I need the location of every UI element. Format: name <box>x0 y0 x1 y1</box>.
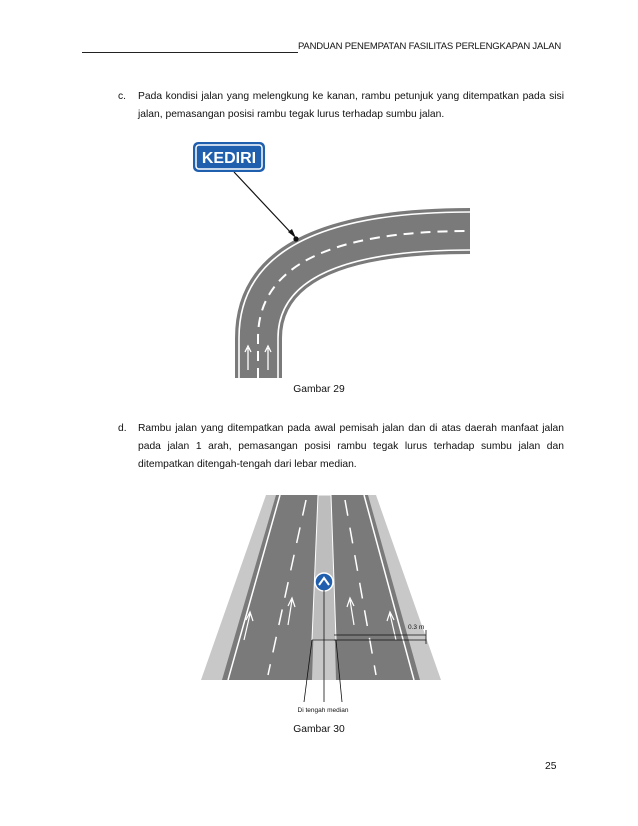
list-marker: c. <box>118 91 127 102</box>
median-label: Di tengah median <box>297 707 349 714</box>
keep-direction-sign <box>315 573 333 591</box>
list-item-text: Pada kondisi jalan yang melengkung ke kanan, rambu petunjuk yang ditempatkan pada sisi jalan, pemasangan posisi rambu tegak lurus terhadap sumbu jalan. <box>138 91 564 120</box>
list-marker: d. <box>118 423 127 434</box>
header-rule <box>82 52 298 53</box>
figure-30-median-road <box>196 490 446 720</box>
page-number: 25 <box>545 761 557 772</box>
sign-text: KEDIRI <box>201 150 257 167</box>
sign-leader-line <box>234 172 294 236</box>
figure-29-curved-road <box>180 138 470 380</box>
list-item-d <box>118 420 564 478</box>
list-item-c <box>118 88 564 128</box>
sign-post-marker <box>293 236 298 241</box>
running-header: PANDUAN PENEMPATAN FASILITAS PERLENGKAPAN JALAN <box>298 41 562 52</box>
figure-29-caption: Gambar 29 <box>293 384 345 395</box>
list-item-text: Rambu jalan yang ditempatkan pada awal pemisah jalan dan di atas daerah manfaat jalan pada jalan 1 arah, pemasangan posisi rambu tegak lurus terhadap sumbu jalan dan ditempatkan ditengah-tengah dari lebar median. <box>138 423 564 470</box>
figure-30-caption: Gambar 30 <box>293 724 345 735</box>
dimension-label: 0.3 m <box>408 624 425 631</box>
